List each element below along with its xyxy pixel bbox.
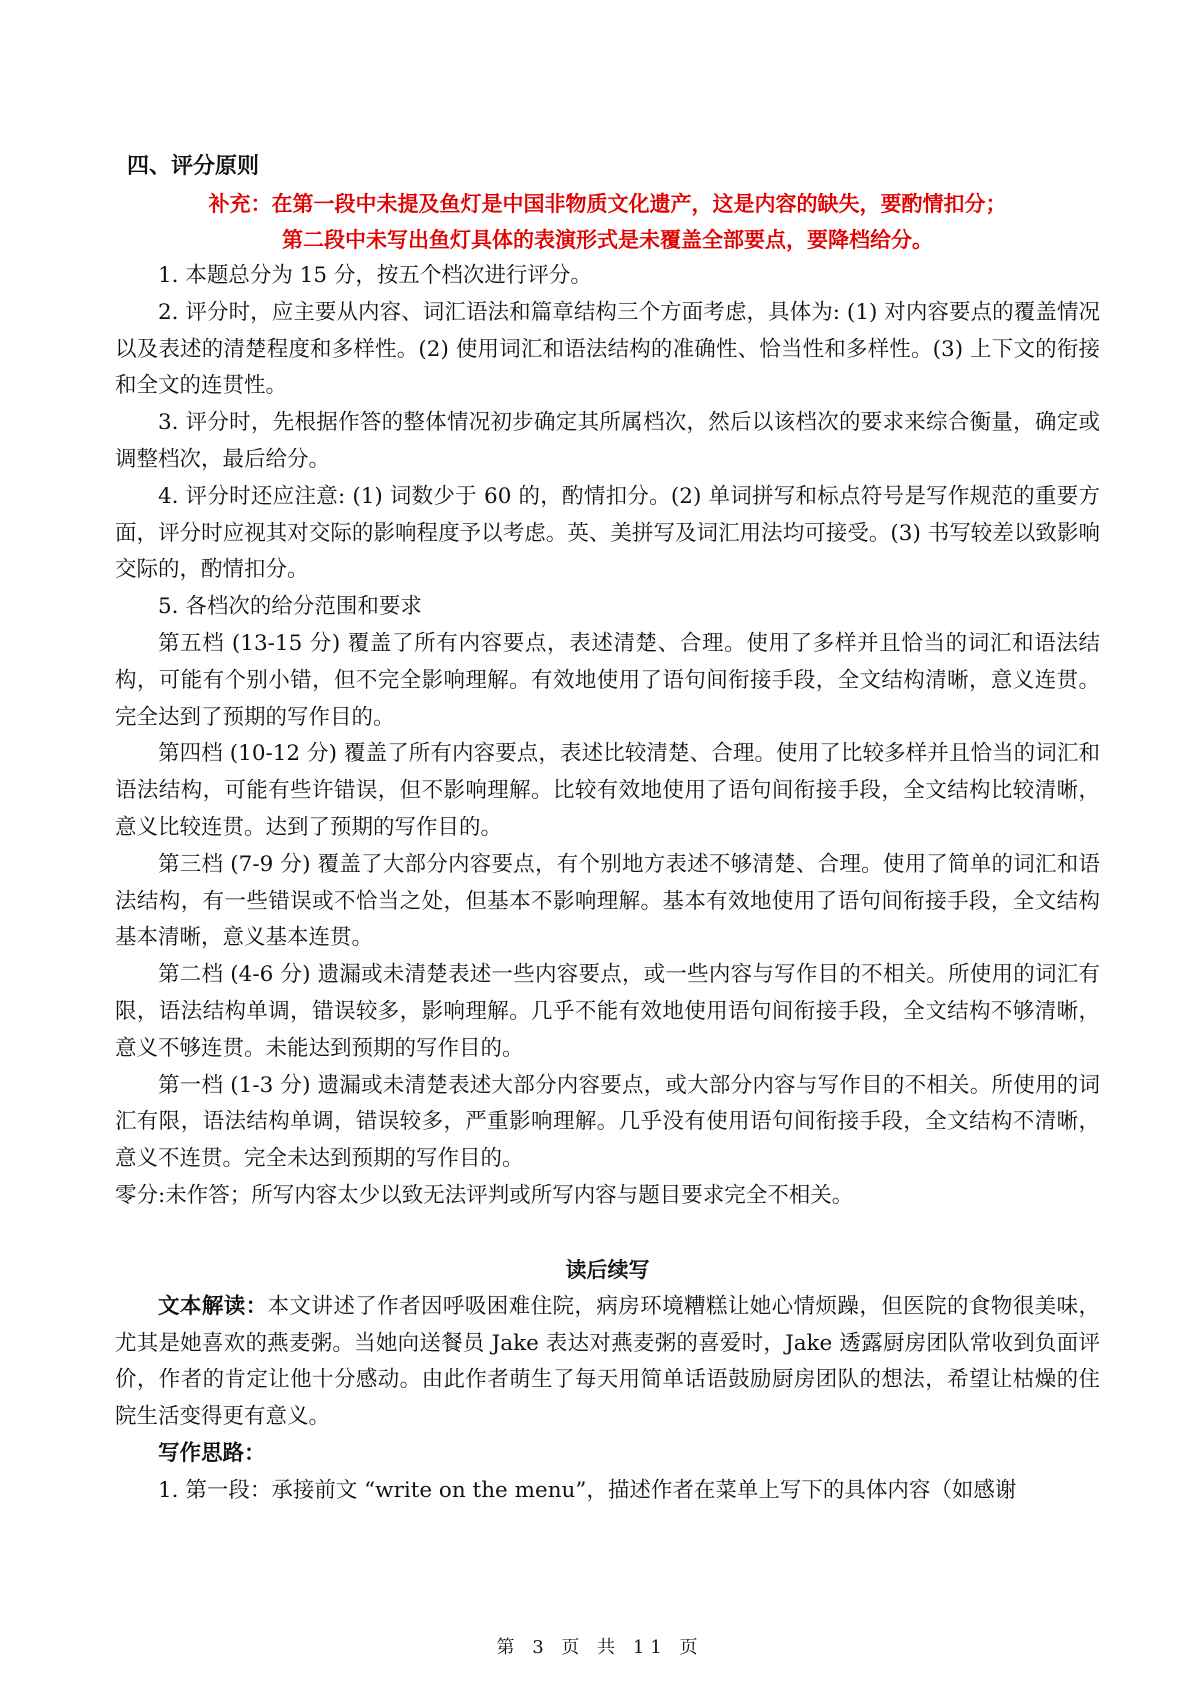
grade-1: 第一档 (1-3 分) 遗漏或未清楚表述大部分内容要点，或大部分内容与写作目的不相关。所使用的词汇有限，语法结构单调，错误较多，严重影响理解。几乎没有使用语句间衔接手段，全文结构不清晰，意义不连贯。完全未达到预期的写作目的。: [115, 1072, 1100, 1172]
grade-2: 第二档 (4-6 分) 遗漏或未清楚表述一些内容要点，或一些内容与写作目的不相关。所使用的词汇有限，语法结构单调，错误较多，影响理解。几乎不能有效地使用语句间衔接手段，全文结构不够清晰，意义不够连贯。未能达到预期的写作目的。: [115, 962, 1100, 1061]
rule-2: 2. 评分时，应主要从内容、词汇语法和篇章结构三个方面考虑，具体为: (1) 对内容要点的覆盖情况以及表述的清楚程度和多样性。(2) 使用词汇和语法结构的准确性、恰当性和多样性。(3) 上下文的衔接和全文的连贯性。: [115, 299, 1100, 399]
supplement-line-1: 补充：在第一段中未提及鱼灯是中国非物质文化遗产，这是内容的缺失，要酌情扣分；: [208, 192, 1007, 216]
interpretation-paragraph: [115, 1289, 1100, 1436]
grade-4: 第四档 (10-12 分) 覆盖了所有内容要点，表述比较清楚、合理。使用了比较多样并且恰当的词汇和语法结构，可能有些许错误，但不影响理解。比较有效地使用了语句间衔接手段，全文结构比较清晰，意义比较连贯。达到了预期的写作目的。: [115, 741, 1100, 840]
interpretation-text: 本文讲述了作者因呼吸困难住院，病房环境糟糕让她心情烦躁，但医院的食物很美味，尤其是她喜欢的燕麦粥。当她向送餐员 Jake 表达对燕麦粥的喜爱时，Jake 透露厨房团队常收到负面评价，作者的肯定让他十分感动。由此作者萌生了每天用简单话语鼓励厨房团队的想法，希望让枯燥的住院生活变得更有意义。: [115, 1293, 1100, 1430]
grade-5: 第五档 (13-15 分) 覆盖了所有内容要点，表述清楚、合理。使用了多样并且恰当的词汇和语法结构，可能有个别小错，但不完全影响理解。有效地使用了语句间衔接手段，全文结构清晰，意义连贯。完全达到了预期的写作目的。: [115, 630, 1100, 730]
approach-heading: [115, 1436, 1100, 1473]
continuation-title: 读后续写: [565, 1257, 650, 1282]
supplement-line-2: 第二段中未写出鱼灯具体的表演形式是未覆盖全部要点，要降档给分。: [282, 228, 933, 252]
interpretation-label: 文本解读：: [158, 1293, 268, 1319]
rule-1: 1. 本题总分为 15 分，按五个档次进行评分。: [158, 263, 592, 288]
zero-score: 零分:未作答；所写内容太少以致无法评判或所写内容与题目要求完全不相关。: [115, 1182, 854, 1208]
approach-step-1: 1. 第一段：承接前文 “write on the menu”，描述作者在菜单上写下的具体内容（如感谢: [158, 1477, 1017, 1503]
rule-5: 5. 各档次的给分范围和要求: [158, 594, 422, 620]
approach-label: 写作思路：: [158, 1440, 266, 1466]
rule-4: 4. 评分时还应注意: (1) 词数少于 60 的，酌情扣分。(2) 单词拼写和标点符号是写作规范的重要方面，评分时应视其对交际的影响程度予以考虑。英、美拼写及词汇用法均可接受。(3) 书写较差以致影响交际的，酌情扣分。: [115, 483, 1100, 583]
rule-3: 3. 评分时，先根据作答的整体情况初步确定其所属档次，然后以该档次的要求来综合衡量，确定或调整档次，最后给分。: [115, 410, 1100, 472]
section-gap: [115, 1215, 1100, 1251]
section-heading: 四、评分原则: [127, 154, 260, 179]
page-footer: 第 3 页 共 11 页: [496, 1637, 704, 1658]
page-content: [115, 148, 1100, 1510]
grade-3: 第三档 (7-9 分) 覆盖了大部分内容要点，有个别地方表述不够清楚、合理。使用了简单的词汇和语法结构，有一些错误或不恰当之处，但基本不影响理解。基本有效地使用了语句间衔接手段，全文结构基本清晰，意义基本连贯。: [115, 851, 1100, 951]
